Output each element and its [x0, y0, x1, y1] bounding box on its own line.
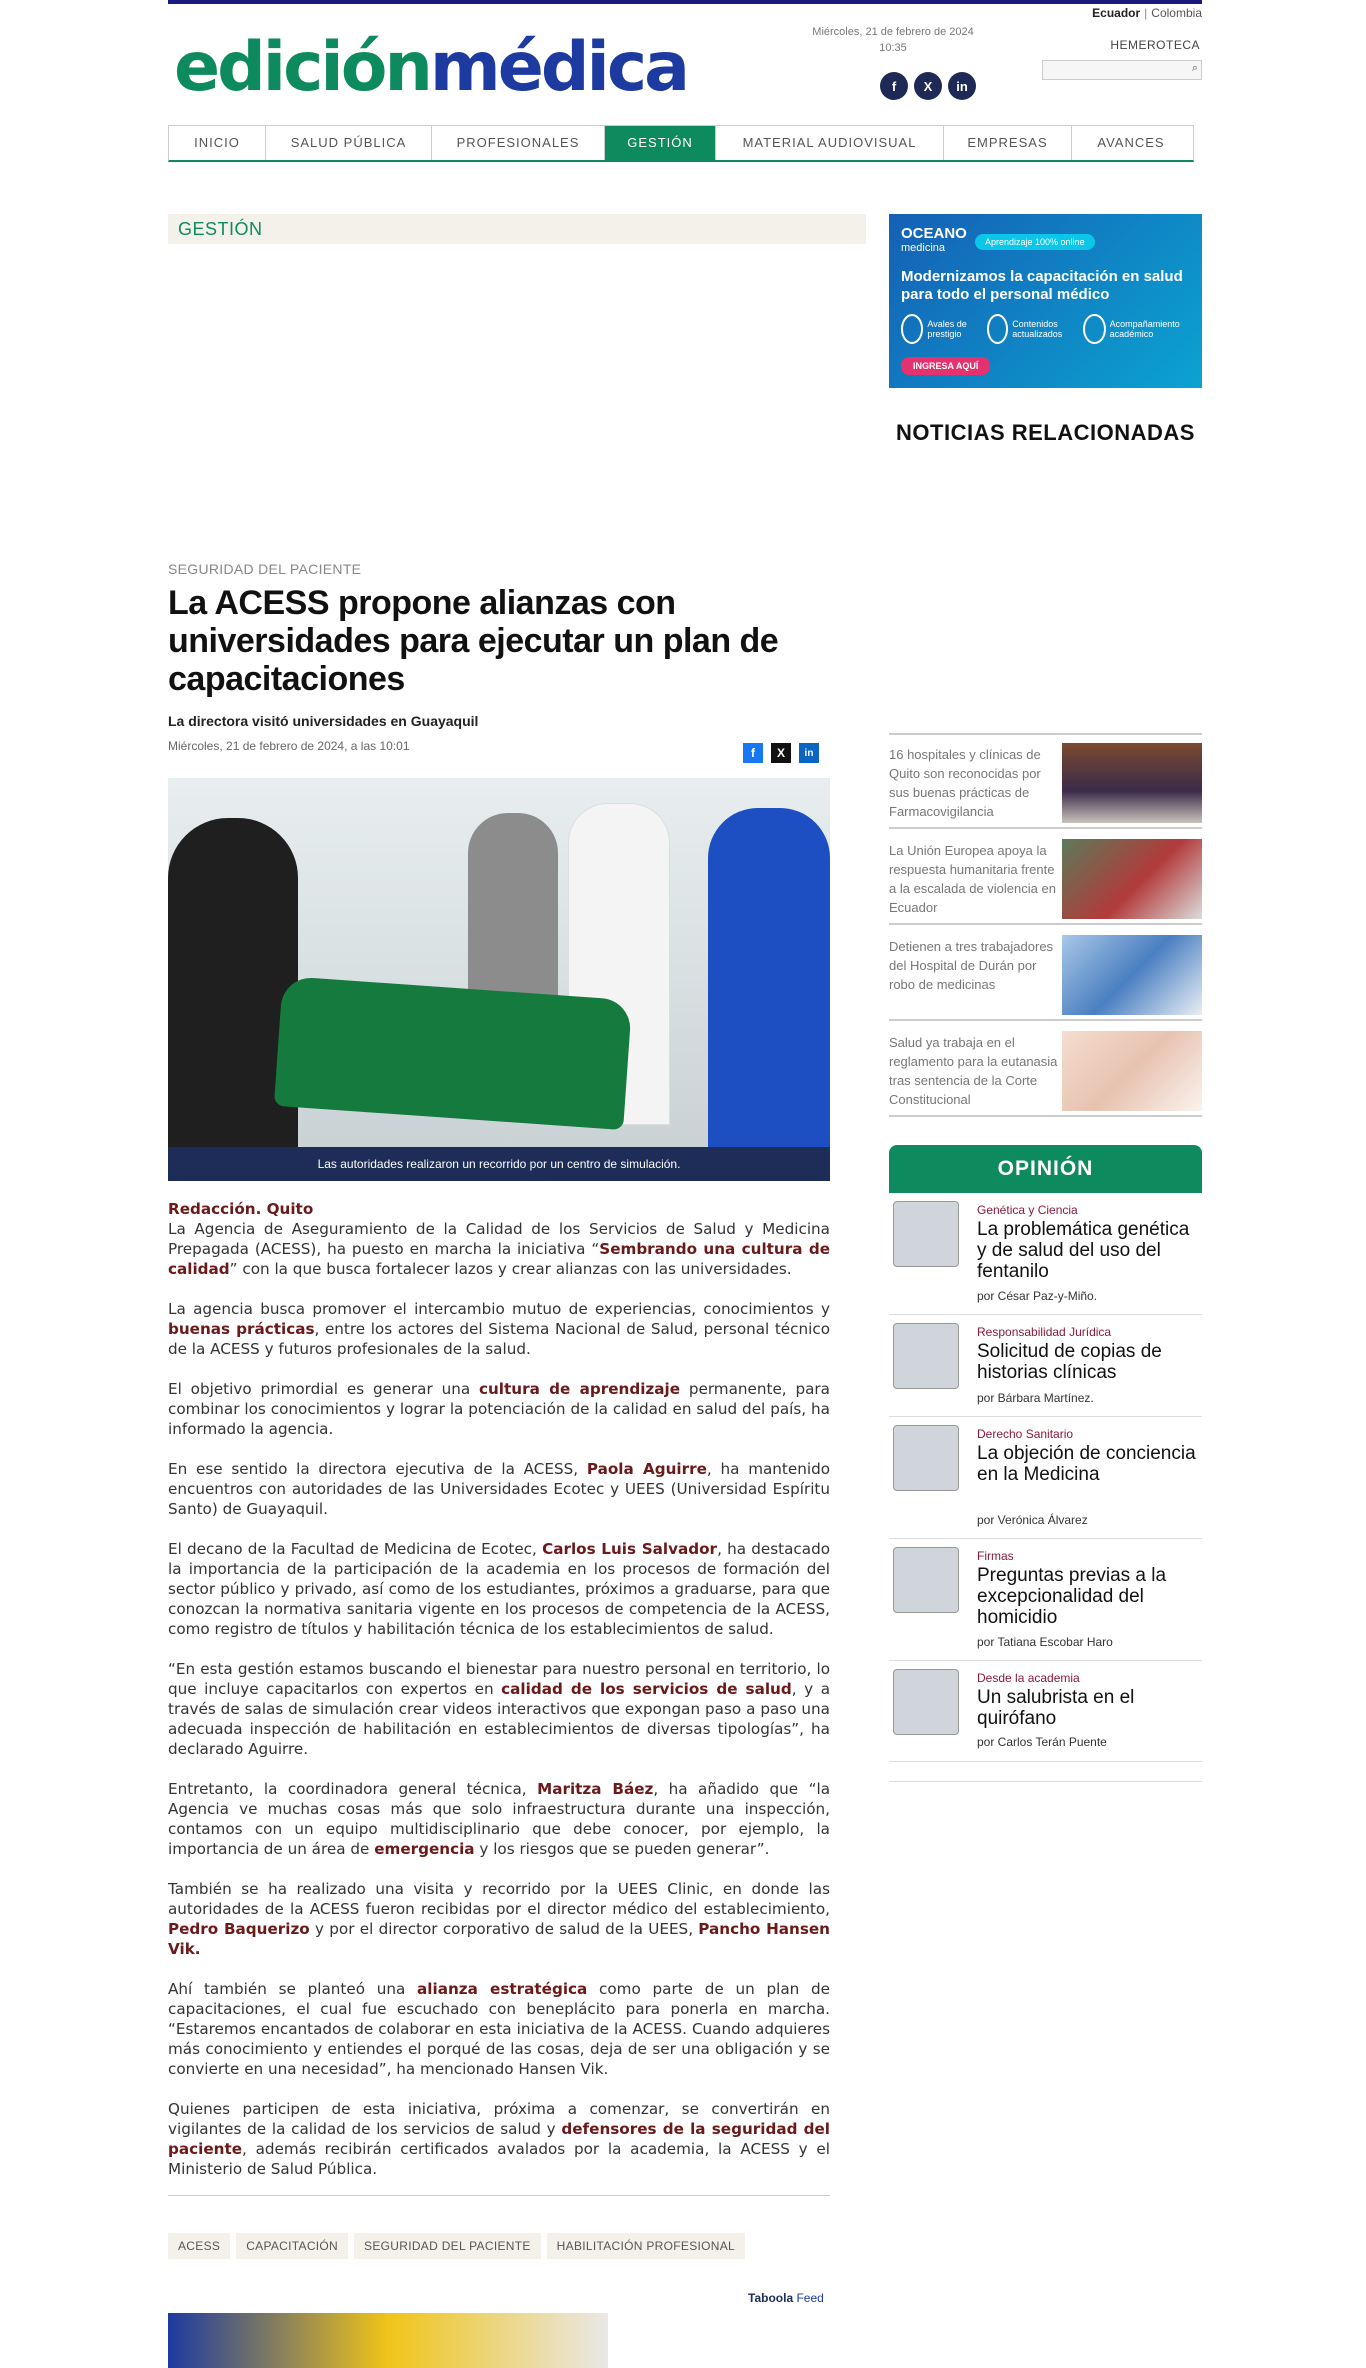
- highlight: calidad de los servicios de salud: [501, 1680, 792, 1698]
- opinion-title[interactable]: Un salubrista en el quirófano: [977, 1687, 1135, 1729]
- highlight: Pedro Baquerizo: [168, 1920, 310, 1938]
- text: y por el director corporativo de salud de la UEES,: [309, 1920, 699, 1938]
- facebook-icon[interactable]: f: [880, 72, 908, 100]
- main-nav: [168, 125, 1194, 162]
- hemeroteca-link[interactable]: HEMEROTECA: [1110, 38, 1200, 52]
- photo-caption: Las autoridades realizaron un recorrido por un centro de simulación.: [168, 1147, 830, 1181]
- sidebar-ad[interactable]: [889, 214, 1202, 388]
- highlight: Maritza Báez: [537, 1780, 654, 1798]
- share-linkedin-icon[interactable]: in: [799, 743, 819, 763]
- highlight: emergencia: [374, 1840, 475, 1858]
- highlight: Paola Aguirre: [586, 1460, 707, 1478]
- related-item-title[interactable]: Salud ya trabaja en el reglamento para la eutanasia tras sentencia de la Corte Constitucional: [889, 1035, 1058, 1107]
- article-paragraph: [168, 1459, 830, 1519]
- article-title: La ACESS propone alianzas con universidades para ejecutar un plan de capacitaciones: [168, 584, 779, 698]
- author-avatar[interactable]: [893, 1323, 959, 1389]
- linkedin-icon[interactable]: in: [948, 72, 976, 100]
- related-item[interactable]: [889, 837, 1202, 925]
- opinion-category[interactable]: Genética y Ciencia: [977, 1203, 1078, 1217]
- photo-person-4: [708, 808, 830, 1148]
- ad-feature: [987, 314, 1077, 344]
- opinion-divider: [889, 1781, 1202, 1782]
- article-tags: [168, 2233, 745, 2259]
- highlight: buenas prácticas: [168, 1320, 315, 1338]
- highlight: Pancho Hansen Vik.: [168, 1920, 830, 1958]
- opinion-author: por Verónica Álvarez: [977, 1513, 1088, 1527]
- country-selector: [1092, 6, 1202, 20]
- article-byline: Redacción. Quito: [168, 1200, 314, 1218]
- author-avatar[interactable]: [893, 1669, 959, 1735]
- opinion-title[interactable]: Preguntas previas a la excepcionalidad del homicidio: [977, 1565, 1167, 1628]
- bottom-ad-banner[interactable]: [168, 2313, 608, 2368]
- header-date-time: 10:35: [879, 42, 907, 54]
- x-icon[interactable]: X: [914, 72, 942, 100]
- opinion-item[interactable]: [889, 1193, 1202, 1315]
- author-avatar[interactable]: [893, 1425, 959, 1491]
- text: , ha mantenido encuentros con autoridades de las Universidades Ecotec y UEES (Universidad Espíritu Santo) de Guayaquil.: [168, 1460, 831, 1518]
- related-thumbnail[interactable]: [1062, 935, 1202, 1015]
- opinion-category[interactable]: Firmas: [977, 1549, 1014, 1563]
- header-social: [880, 72, 976, 100]
- related-item[interactable]: [889, 933, 1202, 1021]
- text: El decano de la Facultad de Medicina de Ecotec,: [168, 1540, 543, 1558]
- page: [168, 0, 1202, 2368]
- nav-profesionales[interactable]: PROFESIONALES: [432, 126, 605, 160]
- article-photo: [168, 778, 830, 1181]
- related-news-list: [889, 733, 1202, 1117]
- ad-cta-button[interactable]: INGRESA AQUÍ: [901, 357, 990, 375]
- opinion-item[interactable]: [889, 1539, 1202, 1661]
- nav-avances[interactable]: AVANCES: [1097, 135, 1165, 150]
- text: En ese sentido la directora ejecutiva de la ACESS,: [168, 1460, 587, 1478]
- article-date: Miércoles, 21 de febrero de 2024, a las 10:01: [168, 739, 410, 753]
- ad-feature-label: Acompañamiento académico: [1109, 319, 1180, 339]
- nav-empresas[interactable]: EMPRESAS: [944, 126, 1072, 160]
- opinion-title[interactable]: La problemática genética y de salud del uso del fentanilo: [977, 1219, 1190, 1282]
- logo-part-1: edición: [174, 28, 430, 107]
- opinion-title[interactable]: Solicitud de copias de historias clínicas: [977, 1341, 1162, 1383]
- article-paragraph: [168, 1879, 830, 1959]
- highlight: Sembrando una cultura de calidad: [168, 1240, 830, 1278]
- opinion-author: por Tatiana Escobar Haro: [977, 1635, 1113, 1649]
- text: ” con la que busca fortalecer lazos y crear alianzas con las universidades.: [229, 1260, 792, 1278]
- article-paragraph: [168, 1379, 830, 1439]
- opinion-category[interactable]: Desde la academia: [977, 1671, 1080, 1685]
- nav-salud-publica[interactable]: SALUD PÚBLICA: [266, 126, 432, 160]
- highlight: defensores de la seguridad del paciente: [168, 2120, 830, 2158]
- ad-feature-label: Avales de prestigio: [927, 319, 967, 339]
- text: Quienes participen de esta iniciativa, próxima a comenzar, se convertirán en vigilantes de la calidad de los servicios de salud y: [168, 2100, 830, 2138]
- nav-gestion[interactable]: GESTIÓN: [605, 126, 716, 160]
- header-date-day: Miércoles, 21 de febrero de 2024: [812, 26, 974, 38]
- tag[interactable]: HABILITACIÓN PROFESIONAL: [547, 2233, 745, 2259]
- highlight: Carlos Luis Salvador: [542, 1540, 718, 1558]
- country-ecuador[interactable]: Ecuador: [1092, 6, 1141, 20]
- related-item-title[interactable]: 16 hospitales y clínicas de Quito son reconocidas por sus buenas prácticas de Farmacovigilancia: [889, 747, 1041, 819]
- article-paragraph: [168, 2099, 830, 2179]
- highlight: alianza estratégica: [417, 1980, 588, 1998]
- logo-part-2: médica: [429, 28, 688, 107]
- article-paragraph: [168, 1539, 830, 1639]
- author-avatar[interactable]: [893, 1201, 959, 1267]
- text: La Agencia de Aseguramiento de la Calidad de los Servicios de Salud y Medicina Prepagada (ACESS), ha puesto en marcha la iniciativa “: [168, 1220, 830, 1258]
- opinion-title[interactable]: La objeción de conciencia en la Medicina: [977, 1443, 1196, 1485]
- text: permanente, para combinar los conocimientos y lograr la potenciación de la calidad en salud del país, ha informado la agencia.: [168, 1380, 830, 1438]
- related-item-title[interactable]: La Unión Europea apoya la respuesta humanitaria frente a la escalada de violencia en Ecuador: [889, 843, 1056, 915]
- search-input[interactable]: [1042, 60, 1202, 80]
- ad-feature-label: Contenidos actualizados: [1012, 319, 1063, 339]
- related-news-title: NOTICIAS RELACIONADAS: [896, 420, 1195, 445]
- related-thumbnail[interactable]: [1062, 1031, 1202, 1111]
- ad-brand-sub: medicina: [901, 242, 946, 254]
- article-paragraph: [168, 1659, 830, 1759]
- nav-inicio[interactable]: INICIO: [169, 126, 266, 160]
- ad-message: Modernizamos la capacitación en salud para todo el personal médico: [901, 268, 1183, 303]
- opinion-item[interactable]: [889, 1417, 1202, 1539]
- text: Entretanto, la coordinadora general técnica,: [168, 1780, 538, 1798]
- tag[interactable]: SEGURIDAD DEL PACIENTE: [354, 2233, 541, 2259]
- share-bar: [743, 743, 819, 763]
- photo-simulator: [274, 976, 632, 1130]
- article-body: [168, 1199, 830, 2199]
- article-paragraph: [168, 1779, 830, 1859]
- text: Ahí también se planteó una: [168, 1980, 418, 1998]
- country-separator: |: [1144, 6, 1148, 20]
- author-avatar[interactable]: [893, 1547, 959, 1613]
- share-x-icon[interactable]: X: [771, 743, 791, 763]
- ad-pill: Aprendizaje 100% online: [975, 234, 1095, 250]
- top-bar: [168, 0, 1202, 4]
- opinion-list: [889, 1193, 1202, 1762]
- text: “En esta gestión estamos buscando el bienestar para nuestro personal en territorio, lo que incluye capacitarlos con expertos en: [168, 1660, 830, 1698]
- text: como parte de un plan de capacitaciones, el cual fue escuchado con beneplácito para ponerla en marcha. “Estaremos encantados de colaborar en esta iniciativa de la ACESS. Cuando adquieres más conocimiento y entiendes el porqué de las cosas, deja de ser una obligación y se convierte en una necesidad”, ha mencionado Hansen Vik.: [168, 1980, 830, 2078]
- related-item[interactable]: [889, 1029, 1202, 1117]
- opinion-item[interactable]: [889, 1315, 1202, 1417]
- text: , ha añadido que “la Agencia ve muchas cosas más que solo infraestructura durante una inspección, contamos con un equipo multidisciplinario que debe conocer, por ejemplo, la importancia de un área de: [168, 1780, 831, 1858]
- opinion-category[interactable]: Responsabilidad Jurídica: [977, 1325, 1112, 1339]
- article-kicker[interactable]: SEGURIDAD DEL PACIENTE: [168, 561, 362, 577]
- opinion-header: OPINIÓN: [889, 1145, 1202, 1193]
- text: El objetivo primordial es generar una: [168, 1380, 479, 1398]
- taboola-feed: Feed: [796, 2291, 824, 2305]
- article-paragraph: [168, 1979, 830, 2079]
- text: , y a través de salas de simulación crear videos interactivos que expongan paso a paso una adecuada inspección de habilitación en establecimientos de diversas tipologías”, ha declarado Aguirre.: [168, 1680, 830, 1758]
- section-title: GESTIÓN: [168, 214, 866, 244]
- opinion-author: por Carlos Terán Puente: [977, 1735, 1107, 1749]
- ad-brand-name: OCEANO: [901, 225, 967, 242]
- support-icon: [1083, 314, 1106, 344]
- opinion-author: por César Paz-y-Miño.: [977, 1289, 1098, 1303]
- article-subtitle: La directora visitó universidades en Guayaquil: [168, 713, 479, 729]
- related-item-title[interactable]: Detienen a tres trabajadores del Hospital de Durán por robo de medicinas: [889, 939, 1054, 992]
- highlight: cultura de aprendizaje: [478, 1380, 680, 1398]
- related-thumbnail[interactable]: [1062, 839, 1202, 919]
- ad-feature: [1083, 314, 1193, 344]
- text: , además recibirán certificados avalados por la academia, la ACESS y el Ministerio de Salud Pública.: [168, 2140, 830, 2178]
- site-logo[interactable]: [174, 28, 687, 108]
- text: y los riesgos que se pueden generar”.: [474, 1840, 770, 1858]
- tag[interactable]: CAPACITACIÓN: [236, 2233, 348, 2259]
- search-icon[interactable]: ⌕: [1191, 62, 1198, 74]
- taboola-label[interactable]: [748, 2291, 824, 2305]
- text: También se ha realizado una visita y recorrido por la UEES Clinic, en donde las autoridades de la ACESS fueron recibidas por el director médico del establecimiento,: [168, 1880, 830, 1918]
- header-date: [798, 24, 988, 56]
- award-icon: [901, 314, 923, 344]
- related-thumbnail[interactable]: [1062, 743, 1202, 823]
- related-item[interactable]: [889, 741, 1202, 829]
- content-icon: [987, 314, 1008, 344]
- article-paragraph: [168, 1299, 830, 1359]
- opinion-author: por Bárbara Martínez.: [977, 1391, 1094, 1405]
- tag[interactable]: ACESS: [168, 2233, 230, 2259]
- share-facebook-icon[interactable]: f: [743, 743, 763, 763]
- opinion-item[interactable]: [889, 1661, 1202, 1762]
- ad-feature: [901, 314, 981, 344]
- taboola-brand: Taboola: [748, 2291, 794, 2305]
- text: , entre los actores del Sistema Nacional de Salud, personal técnico de la ACESS y futuros profesionales de la salud.: [168, 1320, 830, 1358]
- article-divider: [168, 2195, 830, 2196]
- opinion-category[interactable]: Derecho Sanitario: [977, 1427, 1074, 1441]
- country-colombia[interactable]: Colombia: [1151, 6, 1202, 20]
- text: La agencia busca promover el intercambio mutuo de experiencias, conocimientos y: [168, 1300, 830, 1318]
- text: , ha destacado la importancia de la participación de la academia en los procesos de formación del sector público y privado, así como de los estudiantes, próximos a graduarse, para que conozcan la normativa sanitaria vigente en los procesos de competencia de la ACESS, como registro de títulos y habilitación técnica de los establecimientos de salud.: [168, 1540, 831, 1638]
- article-paragraph: [168, 1199, 830, 1279]
- nav-material-audiovisual[interactable]: MATERIAL AUDIOVISUAL: [716, 126, 944, 160]
